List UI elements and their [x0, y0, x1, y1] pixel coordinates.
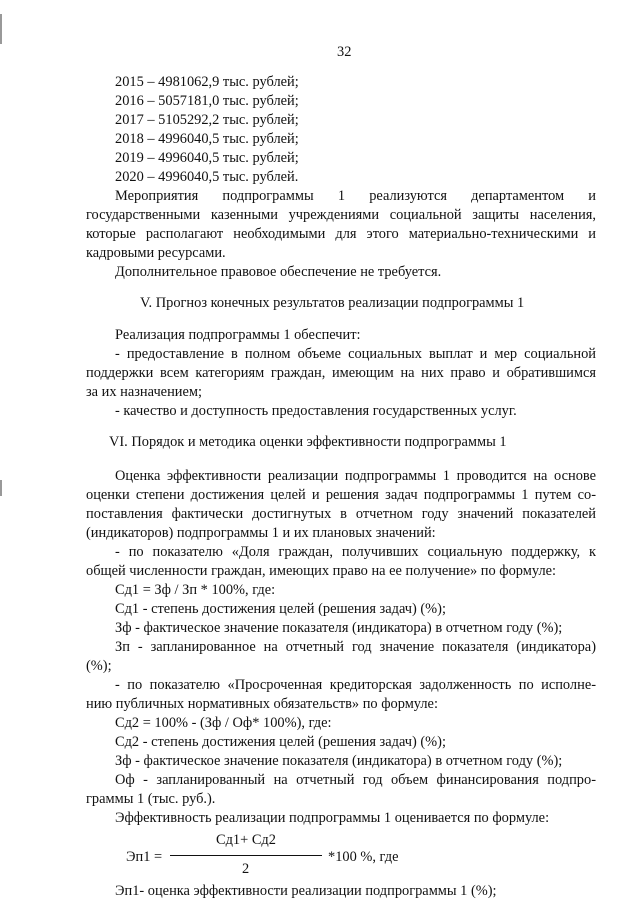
formula-sd1: Сд1 = Зф / Зп * 100%, где:: [115, 582, 276, 598]
method-para-line: Оценка эффективности реализации подпрограммы 1 проводится на основе: [115, 468, 596, 484]
definition-zf: Зф - фактическое значение показателя (индикатора) в отчетном году (%);: [115, 753, 563, 769]
results-item: - качество и доступность предоставления государственных услуг.: [115, 403, 517, 419]
events-para-line: кадровыми ресурсами.: [86, 245, 226, 261]
definition-of: граммы 1 (тыс. руб.).: [86, 791, 216, 807]
indicator2-line: нию публичных нормативных обязательств» по формуле:: [86, 696, 438, 712]
definition-sd1: Сд1 - степень достижения целей (решения задач) (%);: [115, 601, 446, 617]
funding-line-2020: 2020 – 4996040,5 тыс. рублей.: [115, 169, 299, 185]
funding-line-2017: 2017 – 5105292,2 тыс. рублей;: [115, 112, 299, 128]
results-item: - предоставление в полном объеме социальных выплат и мер социальной: [115, 346, 596, 362]
formula-ep1-numerator: Сд1+ Сд2: [216, 832, 276, 848]
formula-ep1-lhs: Эп1 =: [126, 849, 163, 865]
fraction-bar: [170, 855, 322, 856]
formula-ep1-denominator: 2: [242, 861, 250, 877]
definition-sd2: Сд2 - степень достижения целей (решения задач) (%);: [115, 734, 446, 750]
scan-edge-mark: [0, 480, 2, 496]
funding-line-2016: 2016 – 5057181,0 тыс. рублей;: [115, 93, 299, 109]
events-para-line: государственными казенными учреждениями социальной защиты населения,: [86, 207, 596, 223]
results-item: поддержки всем категориям граждан, имеющим на них право и обратившимся: [86, 365, 596, 381]
funding-line-2015: 2015 – 4981062,9 тыс. рублей;: [115, 74, 299, 90]
indicator1-line: общей численности граждан, имеющих право на ее получение» по формуле:: [86, 563, 557, 579]
funding-line-2019: 2019 – 4996040,5 тыс. рублей;: [115, 150, 299, 166]
results-intro: Реализация подпрограммы 1 обеспечит:: [115, 327, 361, 343]
definition-zp: Зп - запланированное на отчетный год значение показателя (индикатора): [115, 639, 596, 655]
section-v-heading: V. Прогноз конечных результатов реализации подпрограммы 1: [140, 295, 525, 311]
method-para-line: поставления фактически достигнутых в отчетном году значений показателей: [86, 506, 596, 522]
funding-line-2018: 2018 – 4996040,5 тыс. рублей;: [115, 131, 299, 147]
legal-support-para: Дополнительное правовое обеспечение не требуется.: [115, 264, 442, 280]
method-para-line: (индикаторов) подпрограммы 1 и их плановых значений:: [86, 525, 436, 541]
efficiency-intro: Эффективность реализации подпрограммы 1 оценивается по формуле:: [115, 810, 550, 826]
section-vi-heading: VI. Порядок и методика оценки эффективности подпрограммы 1: [109, 434, 507, 450]
method-para-line: оценки степени достижения целей и решения задач подпрограммы 1 путем со-: [86, 487, 596, 503]
formula-ep1-rhs: *100 %, где: [328, 849, 399, 865]
definition-ep1: Эп1- оценка эффективности реализации подпрограммы 1 (%);: [115, 883, 497, 899]
definition-zp: (%);: [86, 658, 112, 674]
scan-edge-mark: [0, 14, 2, 44]
definition-of: Оф - запланированный на отчетный год объем финансирования подпро-: [115, 772, 596, 788]
indicator1-line: - по показателю «Доля граждан, получивших социальную поддержку, к: [115, 544, 596, 560]
events-para-line: которые располагают необходимыми для этого материально-техническими и: [86, 226, 596, 242]
results-item: за их назначением;: [86, 384, 202, 400]
definition-zf: Зф - фактическое значение показателя (индикатора) в отчетном году (%);: [115, 620, 563, 636]
page-number: 32: [337, 44, 352, 60]
formula-sd2: Сд2 = 100% - (Зф / Оф* 100%), где:: [115, 715, 332, 731]
indicator2-line: - по показателю «Просроченная кредиторская задолженность по исполне-: [115, 677, 596, 693]
events-para-line: Мероприятия подпрограммы 1 реализуются департаментом и: [115, 188, 596, 204]
